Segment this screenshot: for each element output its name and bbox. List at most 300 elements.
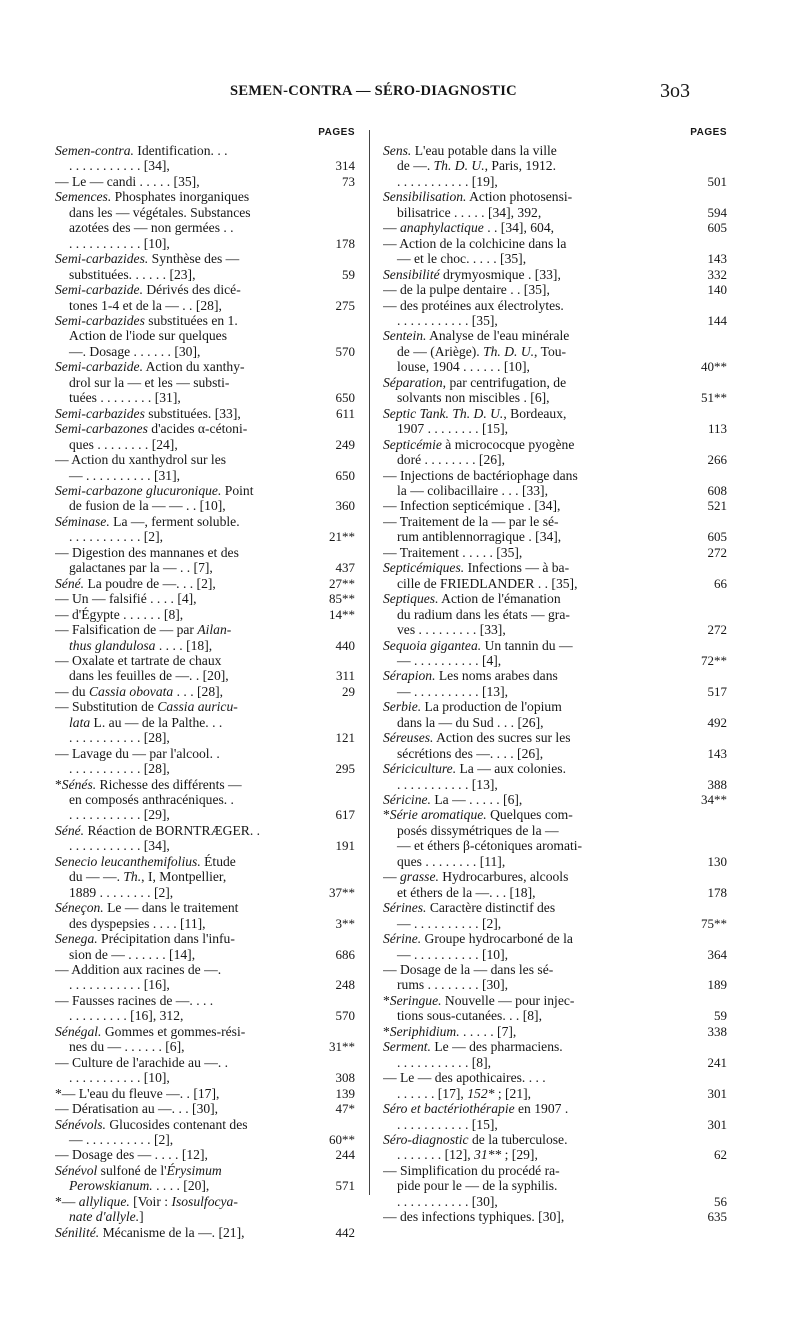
entry-text: — Injections de bactériophage dans (383, 467, 578, 483)
index-entry (383, 236, 727, 267)
entry-page: 14** (329, 606, 355, 622)
entry-text: . . . . . . . . . . . [2], (69, 529, 164, 545)
index-entry (55, 251, 355, 282)
entry-page (683, 638, 727, 653)
entry-page (311, 421, 355, 436)
entry-line (383, 174, 727, 189)
entry-text: Sentein. Analyse de l'eau minérale (383, 328, 570, 344)
index-entry (55, 823, 355, 854)
entry-text: galactanes par la — . . [7], (69, 560, 213, 576)
entry-text: — Traitement . . . . . [35], (383, 544, 523, 560)
entry-page (311, 1163, 355, 1178)
index-entry (383, 1024, 727, 1039)
entry-page (683, 807, 727, 822)
entry-line (55, 1008, 355, 1023)
entry-page (683, 236, 727, 251)
entry-page (311, 823, 355, 838)
entry-text: Semi-carbazones d'acides α-cétoni- (55, 421, 248, 437)
index-entry (55, 452, 355, 483)
entry-text: — Le — candi . . . . . [35], (55, 173, 200, 189)
entry-text: — Substitution de Cassia auricu- (55, 699, 238, 715)
entry-line (383, 421, 727, 436)
entry-text: . . . . . . . . . . . [34], (69, 838, 170, 854)
index-entry (55, 282, 355, 313)
index-entry (55, 699, 355, 745)
index-entry (383, 1039, 727, 1070)
entry-line (383, 220, 727, 235)
entry-line (55, 684, 355, 699)
entry-page: 266 (707, 452, 727, 468)
entry-line (383, 622, 727, 637)
entry-page: 442 (335, 1224, 355, 1240)
entry-text: Sénévols. Glucosides contenant des (55, 1116, 248, 1132)
entry-line (55, 452, 355, 467)
entry-line (55, 916, 355, 931)
entry-text: nes du — . . . . . . [6], (69, 1039, 185, 1055)
entry-page: 521 (707, 498, 727, 514)
entry-text: . . . . . . . . . . . [35], (397, 312, 498, 328)
entry-line (383, 962, 727, 977)
entry-page: 113 (707, 421, 727, 437)
entry-text: posés dissymétriques de la — (397, 822, 559, 838)
entry-line (55, 838, 355, 853)
entry-line (55, 390, 355, 405)
entry-text: — Dosage de la — dans les sé- (383, 962, 554, 978)
entry-page: 308 (335, 1070, 355, 1086)
entry-text: . . . . . . . . . . . [28], (69, 761, 170, 777)
entry-text: Sériciculture. La — aux colonies. (383, 761, 566, 777)
entry-line (383, 483, 727, 498)
entry-text: tuées . . . . . . . . [31], (69, 390, 181, 406)
entry-line (55, 437, 355, 452)
entry-page: 144 (707, 312, 727, 328)
entry-page (311, 282, 355, 297)
index-entry (55, 1147, 355, 1162)
entry-page (311, 251, 355, 266)
entry-text: . . . . . . . . . . . [30], (397, 1193, 498, 1209)
entry-text: — d'Égypte . . . . . . [8], (55, 606, 184, 622)
entry-text: — Action de la colchicine dans la (383, 235, 567, 251)
entry-line (55, 854, 355, 869)
entry-page: 360 (335, 498, 355, 514)
entry-text: . . . . . . . . . . . [28], (69, 730, 170, 746)
entry-page: 311 (335, 668, 355, 684)
entry-line (55, 251, 355, 266)
entry-line (55, 220, 355, 235)
entry-page (683, 591, 727, 606)
entry-page (311, 931, 355, 946)
index-entry (55, 653, 355, 684)
index-entry (55, 746, 355, 777)
entry-line (383, 684, 727, 699)
entry-line (383, 1024, 727, 1039)
entry-text: . . . . . . . . . [16], 312, (69, 1008, 184, 1024)
entry-page: 275 (335, 297, 355, 313)
entry-page (311, 328, 355, 343)
entry-text: — Oxalate et tartrate de chaux (55, 652, 222, 668)
entry-text: Séro-diagnostic de la tuberculose. (383, 1132, 568, 1147)
entry-line (55, 777, 355, 792)
entry-text: Sérine. Groupe hydrocarboné de la (383, 931, 573, 947)
index-entry (55, 777, 355, 823)
entry-line (55, 189, 355, 204)
entry-page (311, 854, 355, 869)
entry-line (383, 437, 727, 452)
right-entry-list (383, 143, 727, 1225)
index-entry (55, 1055, 355, 1086)
entry-line (55, 622, 355, 637)
index-entry (383, 375, 727, 406)
entry-text: Séneçon. Le — dans le traitement (55, 900, 239, 916)
entry-text: — Le — des apothicaires. . . . (383, 1070, 546, 1086)
entry-text: lata L. au — de la Palthe. . . (69, 714, 223, 730)
entry-page: 605 (707, 529, 727, 545)
index-entry (383, 869, 727, 900)
entry-line (55, 1039, 355, 1054)
entry-page: 440 (335, 637, 355, 653)
entry-page (683, 1132, 727, 1147)
entry-page: 571 (335, 1178, 355, 1194)
index-entry (383, 1209, 727, 1224)
index-entry (55, 174, 355, 189)
index-entry (383, 514, 727, 545)
entry-line (55, 962, 355, 977)
entry-page: 517 (707, 683, 727, 699)
entry-text: — Un — falsifié . . . . [4], (55, 591, 197, 607)
entry-text: — Lavage du — par l'alcool. . (55, 745, 220, 761)
entry-page (311, 653, 355, 668)
entry-text: — Dératisation au —. . . [30], (55, 1101, 219, 1117)
entry-page (311, 359, 355, 374)
entry-line (383, 298, 727, 313)
entry-line (55, 653, 355, 668)
index-entry (383, 328, 727, 374)
entry-page: 143 (707, 745, 727, 761)
entry-page (683, 189, 727, 204)
entry-line (383, 359, 727, 374)
entry-text: . . . . . . . [12], 31** ; [29], (397, 1147, 538, 1163)
entry-line (383, 452, 727, 467)
entry-page (311, 622, 355, 637)
entry-page (311, 514, 355, 529)
entry-page: 178 (707, 884, 727, 900)
entry-text: solvants non miscibles . [6], (397, 390, 550, 406)
index-entry (383, 1101, 727, 1132)
entry-page: 272 (707, 622, 727, 638)
entry-line (383, 1008, 727, 1023)
entry-line (55, 1225, 355, 1240)
entry-line (55, 421, 355, 436)
entry-text: . . . . . . . . . . . [15], (397, 1116, 498, 1132)
entry-page: 594 (707, 204, 727, 220)
entry-page (311, 545, 355, 560)
entry-page (683, 838, 727, 853)
entry-line (55, 483, 355, 498)
entry-line (383, 375, 727, 390)
entry-text: pide pour le — de la syphilis. (397, 1178, 558, 1194)
entry-text: ques . . . . . . . . [11], (397, 853, 506, 869)
entry-line (383, 560, 727, 575)
index-entry (55, 545, 355, 576)
index-entry (383, 638, 727, 669)
entry-text: Sénégal. Gommes et gommes-rési- (55, 1023, 246, 1039)
entry-text: de — (Ariège). Th. D. U., Tou- (397, 343, 567, 359)
entry-text: *— allylique. [Voir : Isosulfocya- (55, 1193, 238, 1209)
entry-line (55, 560, 355, 575)
entry-line (383, 267, 727, 282)
entry-page: 130 (707, 853, 727, 869)
entry-text: 1889 . . . . . . . . [2], (69, 884, 174, 900)
entry-text: Sequoia gigantea. Un tannin du — (383, 637, 573, 653)
entry-line (55, 730, 355, 745)
entry-text: *Seringue. Nouvelle — pour injec- (383, 992, 575, 1008)
entry-page: 570 (335, 1008, 355, 1024)
entry-line (383, 576, 727, 591)
entry-page (311, 746, 355, 761)
entry-text: Sérapion. Les noms arabes dans (383, 668, 558, 684)
entry-page (683, 328, 727, 343)
entry-line (383, 807, 727, 822)
entry-text: des dyspepsies . . . . [11], (69, 915, 206, 931)
entry-line (55, 1163, 355, 1178)
index-entry (383, 1070, 727, 1101)
index-entry (55, 1194, 355, 1225)
entry-text: — Digestion des mannanes et des (55, 544, 239, 560)
entry-text: Senega. Précipitation dans l'infu- (55, 931, 235, 947)
index-entry (55, 1024, 355, 1055)
entry-line (383, 158, 727, 173)
entry-line (383, 328, 727, 343)
index-entry (55, 854, 355, 900)
entry-text: . . . . . . . . . . . [8], (397, 1054, 492, 1070)
entry-text: Semi-carbazides substituées en 1. (55, 312, 238, 328)
entry-page: 388 (707, 776, 727, 792)
entry-line (55, 807, 355, 822)
index-entry (383, 437, 727, 468)
entry-text: Semen-contra. Identification. . . (55, 143, 228, 158)
entry-line (383, 823, 727, 838)
index-entry (383, 498, 727, 513)
entry-line (383, 313, 727, 328)
entry-page (683, 993, 727, 1008)
entry-line (55, 638, 355, 653)
entry-page: 501 (707, 173, 727, 189)
entry-line (383, 1101, 727, 1116)
index-entry (55, 684, 355, 699)
entry-text: *Sénés. Richesse des différents — (55, 776, 242, 792)
entry-page: 272 (707, 544, 727, 560)
entry-line (55, 947, 355, 962)
entry-line (383, 1147, 727, 1162)
entry-line (55, 1086, 355, 1101)
index-entry (55, 576, 355, 591)
entry-line (55, 205, 355, 220)
entry-line (55, 158, 355, 173)
entry-text: Sénévol sulfoné de l'Érysimum (55, 1162, 222, 1178)
entry-line (55, 823, 355, 838)
entry-text: — et le choc. . . . . [35], (397, 251, 527, 267)
index-entry (55, 607, 355, 622)
entry-line (55, 375, 355, 390)
entry-text: — . . . . . . . . . . [2], (69, 1132, 174, 1147)
entry-text: en composés anthracéniques. . (69, 792, 234, 808)
entry-text: — Addition aux racines de —. (55, 962, 222, 978)
entry-page (311, 1024, 355, 1039)
entry-line (55, 468, 355, 483)
entry-line (55, 1194, 355, 1209)
entry-line (383, 1178, 727, 1193)
index-entry (383, 189, 727, 220)
entry-page: 635 (707, 1209, 727, 1225)
entry-text: Septicémiques. Infections — à ba- (383, 560, 570, 576)
entry-line (383, 1086, 727, 1101)
entry-page: 59 (342, 266, 355, 282)
entry-page (311, 452, 355, 467)
entry-line (383, 730, 727, 745)
entry-page (311, 869, 355, 884)
column-divider (369, 130, 370, 1195)
page-header (0, 80, 800, 110)
entry-page (683, 143, 727, 158)
entry-text: Septiques. Action de l'émanation (383, 591, 561, 607)
index-entry (55, 1117, 355, 1148)
entry-line (55, 1132, 355, 1147)
entry-page: 686 (335, 946, 355, 962)
entry-page (683, 406, 727, 421)
entry-text: Séminase. La —, ferment soluble. (55, 513, 240, 529)
entry-line (55, 977, 355, 992)
entry-page (311, 1117, 355, 1132)
entry-text: ves . . . . . . . . . [33], (397, 622, 506, 638)
entry-line (55, 715, 355, 730)
entry-text: . . . . . . . . . . . [29], (69, 807, 170, 823)
entry-line (383, 545, 727, 560)
index-entry (383, 993, 727, 1024)
entry-line (383, 1039, 727, 1054)
entry-page (683, 344, 727, 359)
index-entry (55, 359, 355, 405)
entry-text: . . . . . . . . . . . [16], (69, 977, 170, 993)
entry-page: 51** (701, 390, 727, 406)
entry-page (311, 1194, 355, 1209)
entry-text: Septicémie à micrococque pyogène (383, 436, 575, 452)
entry-page (311, 962, 355, 977)
index-entry (55, 962, 355, 993)
index-entry (383, 761, 727, 792)
entry-page: 301 (707, 1085, 727, 1101)
entry-page: 139 (335, 1085, 355, 1101)
entry-text: Sénilité. Mécanisme de la —. [21], (55, 1224, 245, 1240)
entry-text: Sensibilité drymyosmique . [33], (383, 266, 561, 282)
entry-line (55, 931, 355, 946)
entry-page: 47* (335, 1101, 355, 1117)
entry-line (55, 993, 355, 1008)
entry-page: 140 (707, 282, 727, 298)
entry-text: . . . . . . . . . . . [10], (69, 1070, 170, 1086)
entry-line (55, 1209, 355, 1224)
entry-line (383, 468, 727, 483)
entry-line (383, 607, 727, 622)
entry-text: bilisatrice . . . . . [34], 392, (397, 204, 542, 220)
entry-page: 27** (329, 575, 355, 591)
index-entry (383, 962, 727, 993)
entry-text: Sérines. Caractère distinctif des (383, 900, 556, 916)
entry-text: Perowskianum. . . . . [20], (69, 1178, 210, 1194)
entry-page (683, 607, 727, 622)
entry-text: tones 1-4 et de la — . . [28], (69, 297, 222, 313)
entry-page: 60** (329, 1132, 355, 1147)
entry-page (311, 1209, 355, 1224)
entry-line (55, 576, 355, 591)
entry-page (311, 900, 355, 915)
entry-text: sion de — . . . . . . [14], (69, 946, 196, 962)
entry-text: drol sur la — et les — substi- (69, 374, 230, 390)
entry-page: 338 (707, 1023, 727, 1039)
entry-line (383, 1117, 727, 1132)
entry-page (683, 869, 727, 884)
entry-text: sécrétions des —. . . . [26], (397, 745, 544, 761)
entry-page: 244 (335, 1147, 355, 1163)
index-entry (383, 591, 727, 637)
index-entry (383, 406, 727, 437)
entry-text: — . . . . . . . . . . [31], (69, 467, 181, 483)
entry-line (383, 838, 727, 853)
entry-page: 31** (329, 1039, 355, 1055)
entry-text: Senecio leucanthemifolius. Étude (55, 853, 236, 869)
entry-line (383, 931, 727, 946)
entry-text: Septic Tank. Th. D. U., Bordeaux, (383, 405, 567, 421)
entry-page: 364 (707, 946, 727, 962)
index-entry (383, 468, 727, 499)
entry-text: de —. Th. D. U., Paris, 1912. (397, 158, 556, 174)
entry-page (683, 158, 727, 173)
entry-page: 62 (714, 1147, 727, 1163)
entry-text: Séricine. La — . . . . . [6], (383, 792, 523, 808)
entry-line (383, 916, 727, 931)
entry-line (383, 777, 727, 792)
entry-line (383, 1163, 727, 1178)
entry-text: — . . . . . . . . . . [4], (397, 652, 502, 668)
entry-text: nate d'allyle.] (69, 1209, 144, 1225)
entry-line (55, 174, 355, 189)
entry-page: 85** (329, 591, 355, 607)
entry-page (311, 792, 355, 807)
entry-text: Semi-carbazides. Synthèse des — (55, 251, 240, 267)
index-entry (383, 730, 727, 761)
entry-line (55, 545, 355, 560)
entry-text: Sensibilisation. Action photosensi- (383, 189, 573, 205)
entry-page: 492 (707, 714, 727, 730)
entry-page (311, 993, 355, 1008)
entry-line (55, 1117, 355, 1132)
index-entry (55, 1225, 355, 1240)
entry-line (55, 313, 355, 328)
index-entry (55, 1163, 355, 1194)
entry-page (683, 1163, 727, 1178)
entry-page: 249 (335, 436, 355, 452)
entry-line (55, 498, 355, 513)
pages-column-header: PAGES (318, 127, 355, 138)
entry-line (383, 699, 727, 714)
index-entry (55, 483, 355, 514)
entry-line (55, 328, 355, 343)
page-number: 3o3 (660, 80, 690, 102)
entry-text: . . . . . . . . . . . [10], (69, 235, 170, 251)
entry-line (383, 282, 727, 297)
entry-page: 650 (335, 390, 355, 406)
index-entry (383, 545, 727, 560)
entry-page: 189 (707, 977, 727, 993)
